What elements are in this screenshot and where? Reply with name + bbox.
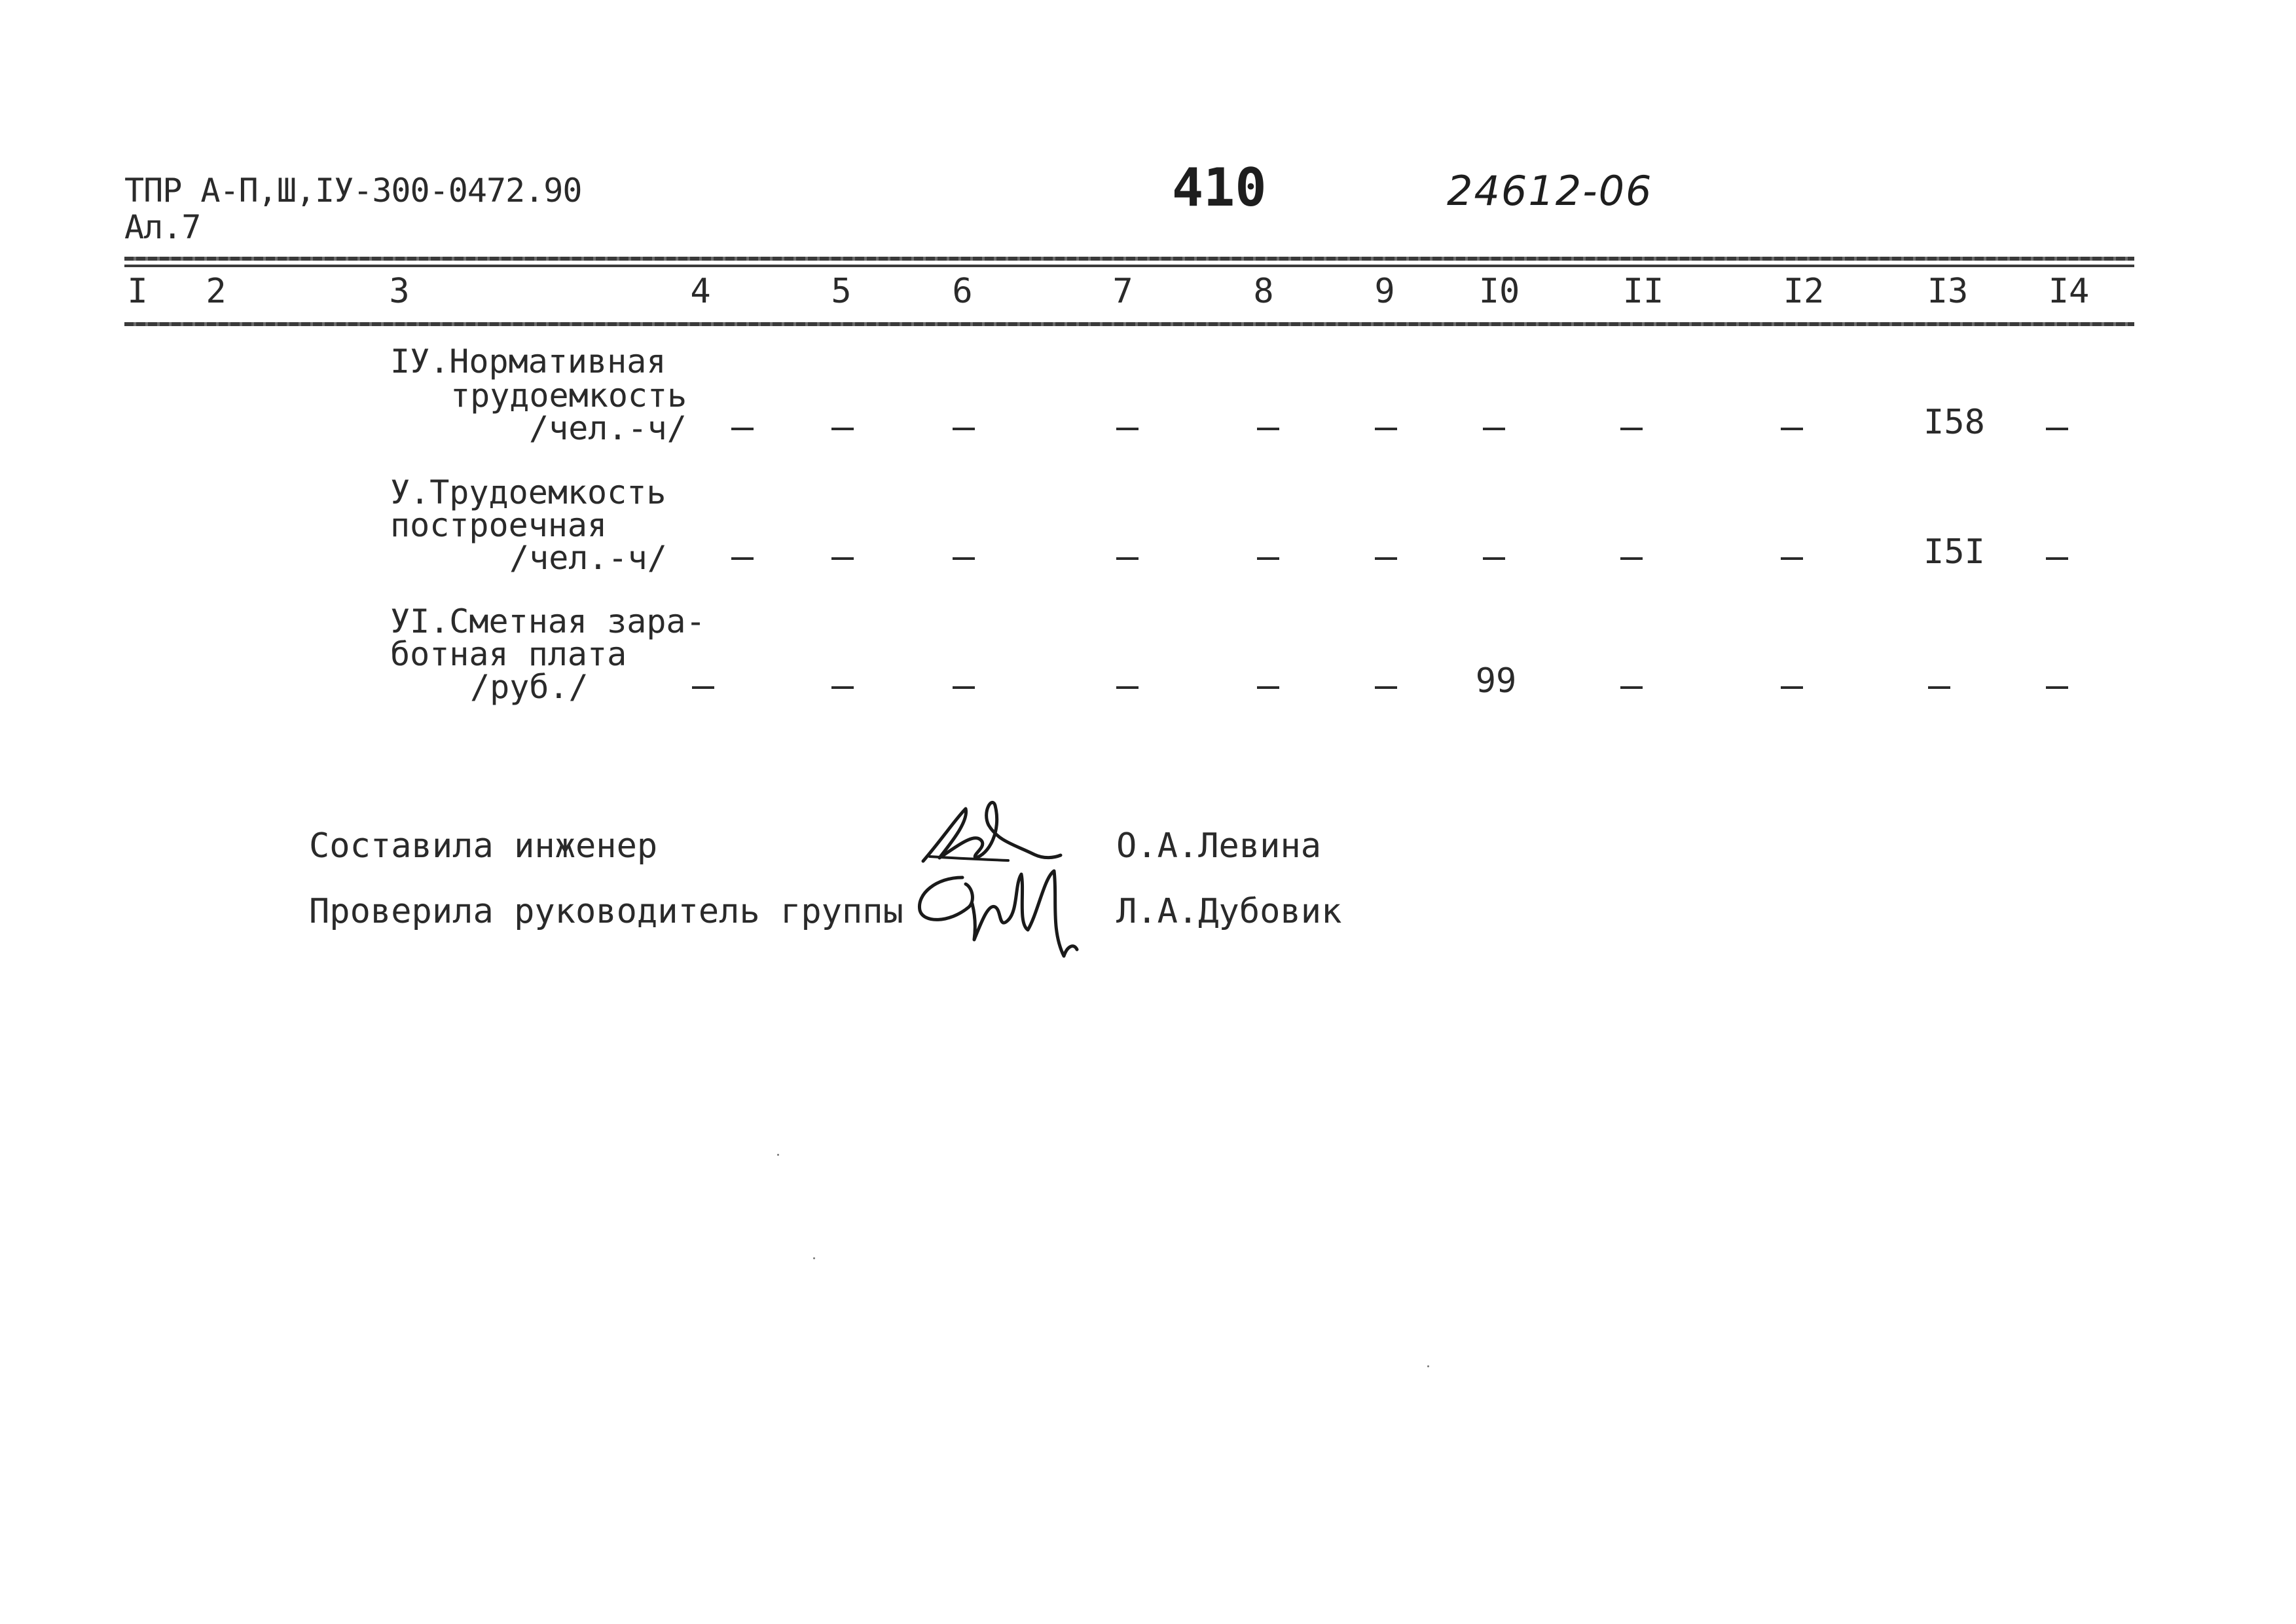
scan-speck	[1427, 1365, 1429, 1367]
row-3-c12-dash	[1781, 686, 1803, 689]
row-1-c14-dash	[2046, 428, 2068, 430]
row-1-c7-dash	[1116, 428, 1139, 430]
row-2-c7-dash	[1116, 557, 1139, 560]
header-rule-bottom	[124, 322, 2134, 326]
header-rule-top-2	[124, 265, 2134, 267]
row-2-c14-dash	[2046, 557, 2068, 560]
row-3-label-line-1: УI.Сметная зара-	[390, 602, 706, 640]
page-number: 410	[1172, 157, 1267, 218]
row-3-c14-dash	[2046, 686, 2068, 689]
row-2-c4-dash	[731, 557, 754, 560]
row-3-c7-dash	[1116, 686, 1139, 689]
scan-speck	[813, 1257, 815, 1259]
col-10: I0	[1478, 272, 1520, 311]
row-2-c8-dash	[1257, 557, 1279, 560]
row-1-c5-dash	[831, 428, 854, 430]
signature-2-image	[910, 858, 1087, 969]
row-3-label-line-2: ботная плата	[390, 635, 627, 673]
document-code: ТПР А-П,Ш,IУ-300-0472.90	[124, 172, 582, 210]
row-1-label-line-1: IУ.Нормативная	[390, 342, 666, 380]
row-2-c13-value: I5I	[1923, 532, 1985, 572]
col-7: 7	[1112, 272, 1133, 311]
row-1-c4-dash	[731, 428, 754, 430]
row-1-c10-dash	[1483, 428, 1505, 430]
row-1-c11-dash	[1620, 428, 1643, 430]
row-1-c12-dash	[1781, 428, 1803, 430]
row-2-c6-dash	[953, 557, 975, 560]
col-4: 4	[690, 272, 711, 311]
row-2-c9-dash	[1375, 557, 1397, 560]
col-11: II	[1622, 272, 1664, 311]
checked-by-name: Л.А.Дубовик	[1116, 892, 1342, 931]
row-1-label-line-2: трудоемкость	[450, 377, 687, 415]
row-3-c5-dash	[831, 686, 854, 689]
checked-by-label: Проверила руководитель группы	[309, 892, 903, 931]
row-1-label-line-3: /чел.-ч/	[529, 409, 687, 447]
row-2-label-line-1: У.Трудоемкость	[390, 473, 666, 511]
row-3-c13-dash	[1928, 686, 1950, 689]
col-3: 3	[389, 272, 410, 311]
col-2: 2	[206, 272, 227, 311]
row-2-label-line-3: /чел.-ч/	[509, 539, 667, 577]
row-3-c8-dash	[1257, 686, 1279, 689]
row-3-c11-dash	[1620, 686, 1643, 689]
compiled-by-name: О.А.Левина	[1116, 826, 1322, 866]
row-3-c10-value: 99	[1475, 661, 1517, 701]
col-8: 8	[1253, 272, 1274, 311]
scan-speck	[777, 1154, 779, 1156]
row-2-label-line-2: построечная	[390, 506, 608, 544]
col-14: I4	[2048, 272, 2090, 311]
row-2-c5-dash	[831, 557, 854, 560]
row-3-label-line-3: /руб./	[470, 668, 589, 706]
row-1-c9-dash	[1375, 428, 1397, 430]
row-1-c6-dash	[953, 428, 975, 430]
row-2-c12-dash	[1781, 557, 1803, 560]
col-9: 9	[1374, 272, 1395, 311]
header-rule-top	[124, 257, 2134, 261]
row-1-c13-value: I58	[1923, 403, 1985, 442]
row-3-c4-dash	[692, 686, 714, 689]
col-5: 5	[831, 272, 852, 311]
col-6: 6	[952, 272, 973, 311]
handwritten-code: 24612-06	[1447, 167, 1653, 215]
col-13: I3	[1927, 272, 1969, 311]
row-2-c10-dash	[1483, 557, 1505, 560]
compiled-by-label: Составила инженер	[309, 826, 658, 866]
sheet-label: Ал.7	[124, 208, 201, 246]
col-12: I2	[1783, 272, 1825, 311]
row-3-c6-dash	[953, 686, 975, 689]
col-1: I	[127, 272, 148, 311]
row-1-c8-dash	[1257, 428, 1279, 430]
row-3-c9-dash	[1375, 686, 1397, 689]
row-2-c11-dash	[1620, 557, 1643, 560]
